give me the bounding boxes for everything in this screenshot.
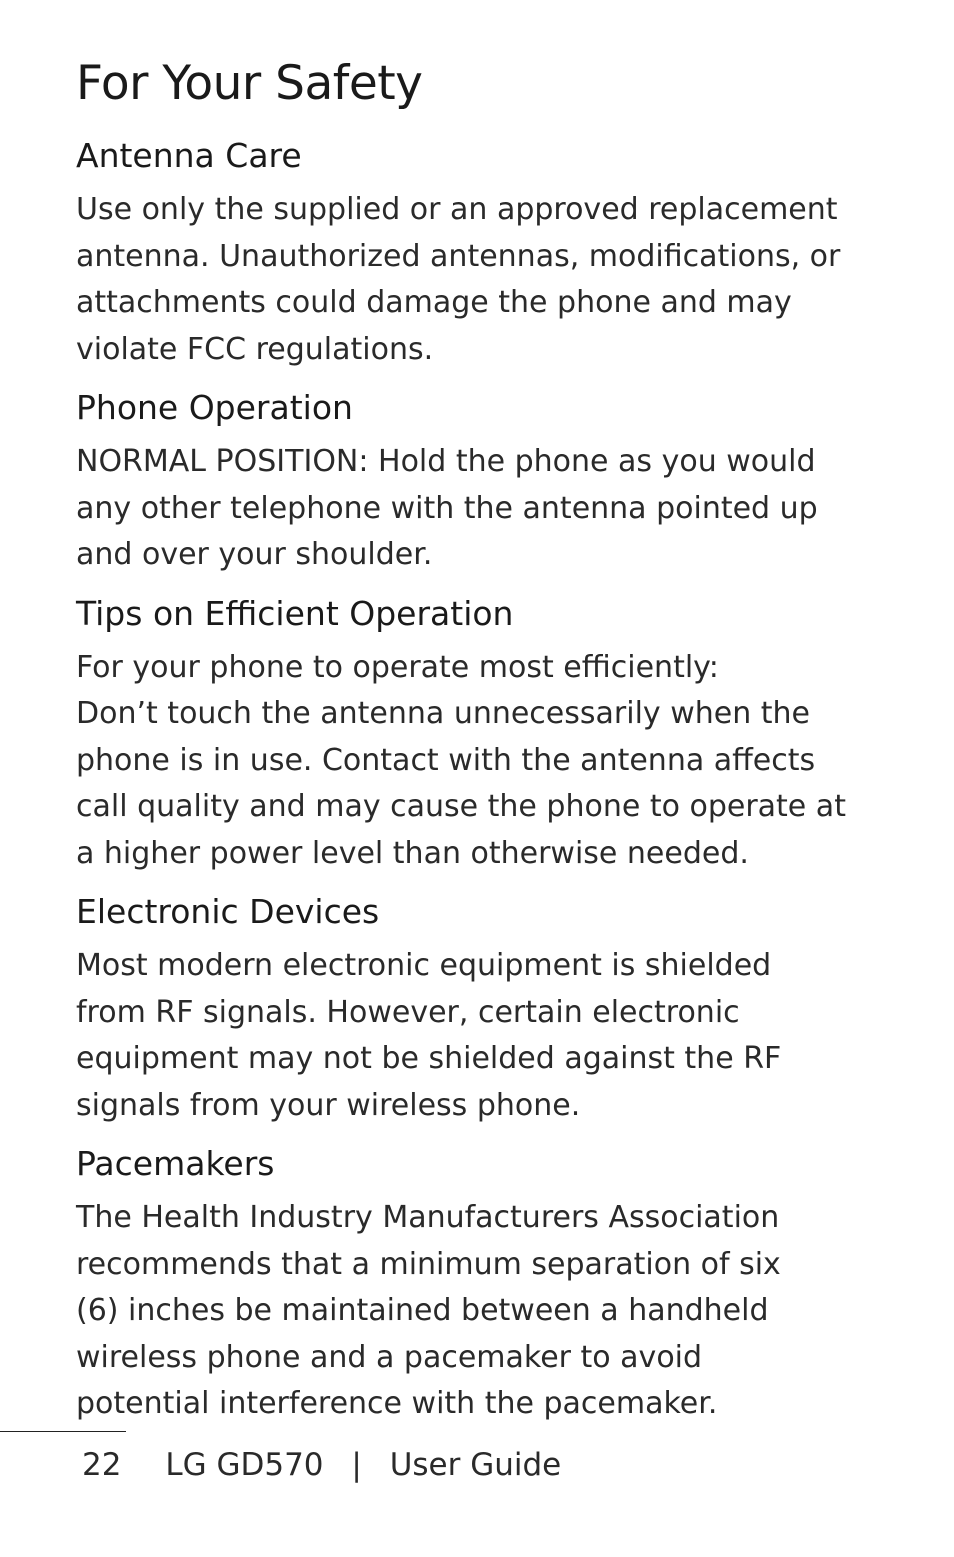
body-line: attachments could damage the phone and may: [76, 285, 792, 320]
section-heading: Antenna Care: [76, 136, 302, 175]
footer-divider: [0, 1431, 126, 1432]
page-title: For Your Safety: [76, 56, 423, 111]
body-line: potential interference with the pacemaker.: [76, 1386, 718, 1421]
section-phone-operation: [76, 386, 896, 579]
product-name: LG GD570: [165, 1447, 324, 1483]
body-line: call quality and may cause the phone to operate at: [76, 789, 846, 824]
body-line: Don’t touch the antenna unnecessarily when the: [76, 696, 810, 731]
section-heading: Electronic Devices: [76, 892, 380, 931]
body-line: recommends that a minimum separation of six: [76, 1246, 781, 1282]
section-body: [76, 1195, 896, 1428]
section-body: [76, 187, 896, 373]
body-line: from RF signals. However, certain electronic: [76, 994, 740, 1030]
section-heading: Pacemakers: [76, 1144, 275, 1183]
body-line: NORMAL POSITION: Hold the phone as you would: [76, 444, 816, 479]
body-line: The Health Industry Manufacturers Association: [76, 1200, 780, 1235]
page-number: 22: [82, 1447, 122, 1483]
section-body: [76, 439, 896, 579]
section-body: [76, 943, 896, 1129]
section-heading: Tips on Efficient Operation: [76, 593, 514, 633]
body-line: and over your shoulder.: [76, 537, 433, 572]
body-line: wireless phone and a pacemaker to avoid: [76, 1339, 703, 1375]
body-line: Most modern electronic equipment is shielded: [76, 948, 772, 983]
section-tips-efficient-operation: [76, 592, 896, 878]
section-body: [76, 645, 896, 878]
body-line: violate FCC regulations.: [76, 331, 434, 367]
page-footer: [82, 1444, 561, 1486]
body-line: antenna. Unauthorized antennas, modifications, or: [76, 238, 841, 274]
body-line: (6) inches be maintained between a handheld: [76, 1293, 769, 1328]
section-electronic-devices: [76, 890, 896, 1129]
body-line: Use only the supplied or an approved replacement: [76, 192, 838, 227]
body-line: a higher power level than otherwise needed.: [76, 835, 749, 871]
document-name: User Guide: [389, 1447, 562, 1483]
section-pacemakers: [76, 1142, 896, 1428]
body-line: For your phone to operate most efficiently:: [76, 649, 719, 685]
body-line: equipment may not be shielded against the RF: [76, 1041, 782, 1076]
section-heading: Phone Operation: [76, 388, 353, 427]
page-content: [76, 134, 896, 1428]
footer-separator: |: [351, 1447, 362, 1483]
body-line: signals from your wireless phone.: [76, 1087, 581, 1123]
body-line: phone is in use. Contact with the antenna affects: [76, 742, 816, 778]
section-antenna-care: [76, 134, 896, 373]
body-line: any other telephone with the antenna pointed up: [76, 490, 818, 526]
